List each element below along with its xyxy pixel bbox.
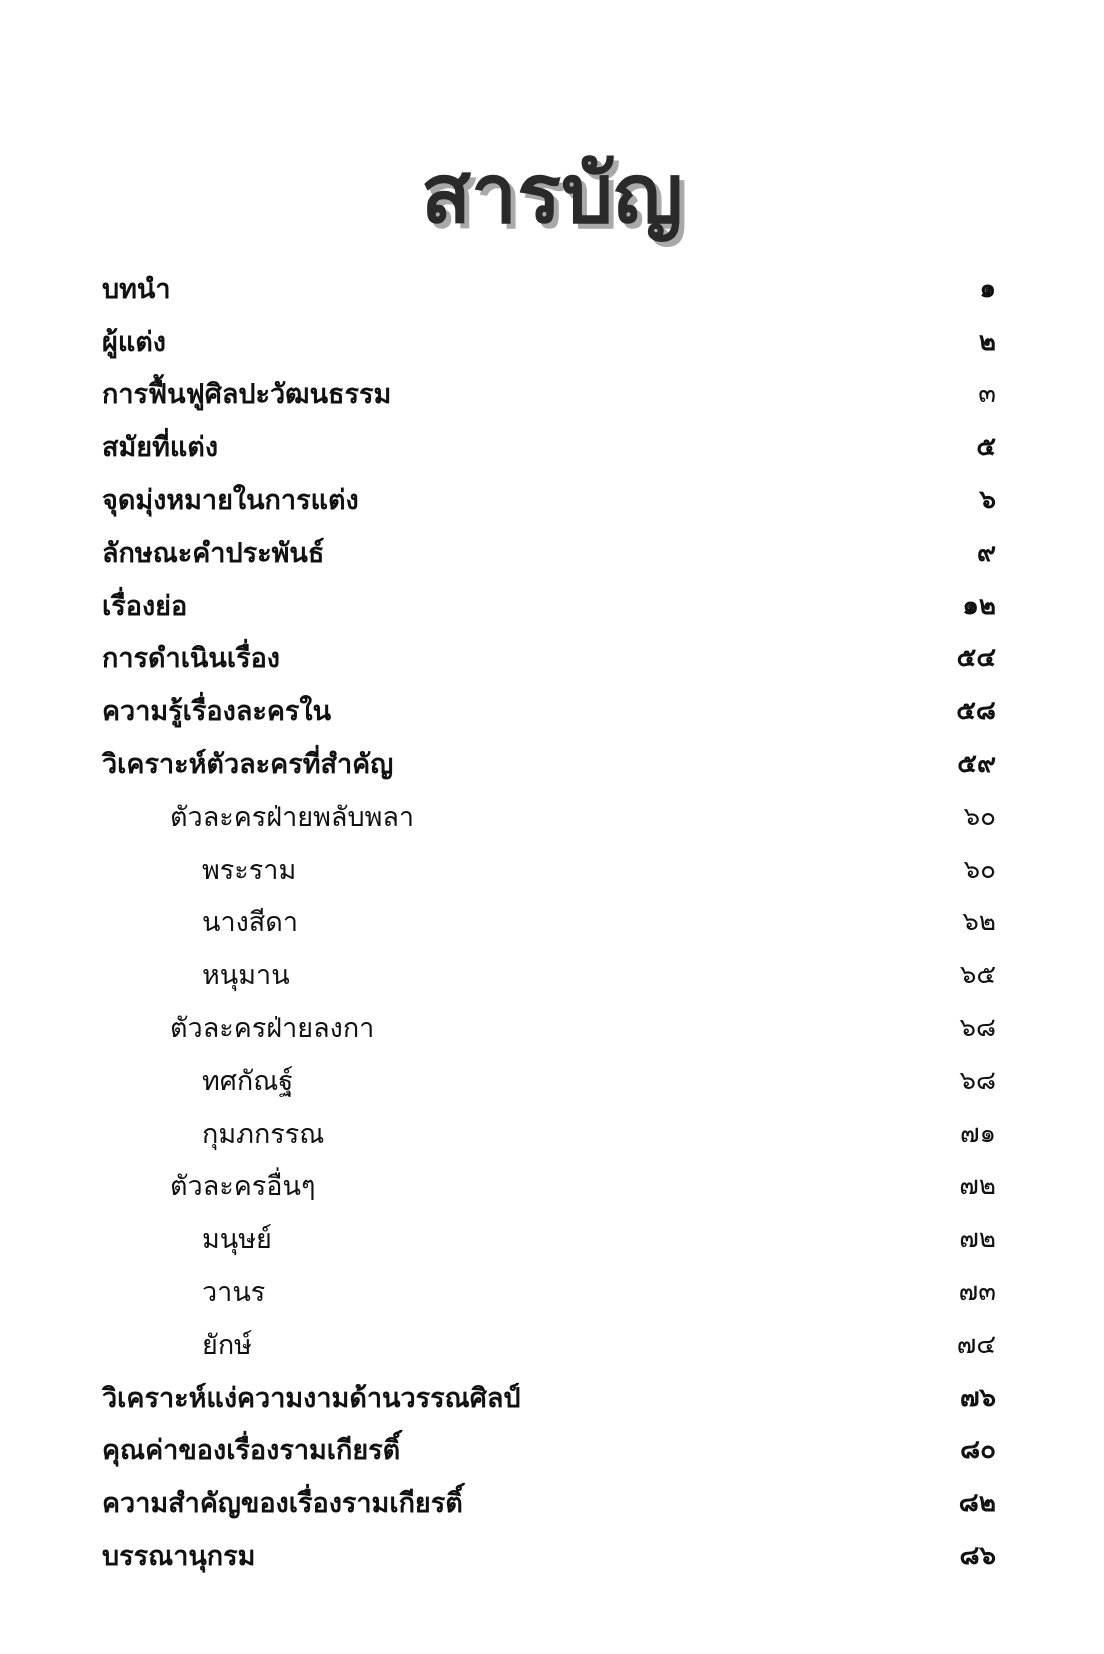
- toc-entry-page: ๗๒: [959, 1171, 996, 1202]
- toc-entry-label: วิเคราะห์ตัวละครที่สำคัญ: [102, 749, 394, 781]
- toc-entry-page: ๖๐: [963, 801, 996, 832]
- toc-entry-label: วานร: [202, 1277, 266, 1309]
- toc-entry-page: ๕๙: [957, 749, 996, 780]
- toc-entry: [0, 1529, 1104, 1582]
- toc-entry-page: ๙: [976, 537, 996, 568]
- toc-entry-page: ๖: [979, 485, 996, 516]
- toc-entry-page: ๗๒: [959, 1224, 996, 1255]
- toc-entry: [0, 526, 1104, 579]
- toc-entry-label: ความสำคัญของเรื่องรามเกียรติ์: [102, 1488, 463, 1520]
- toc-entry-label: การดำเนินเรื่อง: [102, 643, 280, 675]
- toc-entry: [0, 1107, 1104, 1160]
- toc-entry-label: กุมภกรรณ: [202, 1118, 325, 1150]
- toc-entry-page: ๒: [978, 326, 996, 357]
- page-title: สารบัญ: [420, 147, 684, 242]
- toc-entry-page: ๖๒: [962, 907, 996, 938]
- toc-entry-label: คุณค่าของเรื่องรามเกียรติ์: [102, 1435, 401, 1467]
- toc-entry-label: ตัวละครอื่นๆ: [170, 1171, 316, 1203]
- toc-entry: [0, 843, 1104, 896]
- toc-entry-label: จุดมุ่งหมายในการแต่ง: [102, 485, 359, 517]
- toc-entry-label: ความรู้เรื่องละครใน: [102, 696, 332, 728]
- toc-entry-label: ตัวละครฝ่ายลงกา: [170, 1013, 375, 1045]
- toc-entry-page: ๓: [978, 379, 996, 410]
- toc-entry-page: ๕๘: [956, 696, 996, 727]
- toc-entry-page: ๖๕: [959, 960, 996, 991]
- toc-entry-page: ๑๒: [962, 590, 996, 621]
- toc-entry: [0, 1054, 1104, 1107]
- table-of-contents: [0, 262, 1104, 1582]
- toc-entry-page: ๖๘: [959, 1013, 996, 1044]
- toc-entry: [0, 1424, 1104, 1477]
- toc-entry-label: ผู้แต่ง: [102, 326, 166, 358]
- toc-entry: [0, 684, 1104, 737]
- toc-entry: [0, 896, 1104, 949]
- toc-entry: [0, 1001, 1104, 1054]
- toc-entry-label: หนุมาน: [202, 960, 290, 992]
- toc-entry: [0, 1371, 1104, 1424]
- toc-entry-page: ๗๓: [958, 1277, 996, 1308]
- toc-entry-label: ตัวละครฝ่ายพลับพลา: [170, 801, 415, 833]
- toc-entry-page: ๘๖: [959, 1541, 996, 1572]
- toc-entry: [0, 632, 1104, 685]
- toc-entry: [0, 1476, 1104, 1529]
- toc-entry-label: มนุษย์: [202, 1224, 272, 1256]
- toc-entry-page: ๕๔: [956, 643, 996, 674]
- toc-entry: [0, 473, 1104, 526]
- toc-entry-page: ๗๔: [956, 1329, 996, 1360]
- toc-entry: [0, 368, 1104, 421]
- toc-entry: [0, 1265, 1104, 1318]
- toc-entry-label: พระราม: [202, 854, 297, 886]
- toc-entry: [0, 948, 1104, 1001]
- toc-entry-label: ยักษ์: [202, 1329, 252, 1361]
- toc-entry-page: ๖๘: [959, 1065, 996, 1096]
- toc-entry: [0, 1212, 1104, 1265]
- toc-entry-label: สมัยที่แต่ง: [102, 432, 219, 464]
- toc-entry-label: บทนำ: [102, 273, 171, 305]
- toc-entry-page: ๗๖: [959, 1382, 996, 1413]
- toc-entry-page: ๕: [976, 432, 996, 463]
- toc-entry-page: ๗๑: [959, 1118, 996, 1149]
- toc-entry-label: ทศกัณฐ์: [202, 1065, 294, 1097]
- toc-entry: [0, 1318, 1104, 1371]
- toc-entry: [0, 579, 1104, 632]
- toc-entry: [0, 737, 1104, 790]
- toc-entry-label: ลักษณะคำประพันธ์: [102, 537, 325, 569]
- toc-entry-label: วิเคราะห์แง่ความงามด้านวรรณศิลป์: [102, 1382, 521, 1414]
- toc-entry: [0, 790, 1104, 843]
- toc-entry-page: ๖๐: [963, 854, 996, 885]
- toc-entry: [0, 1160, 1104, 1213]
- toc-entry-page: ๘๒: [958, 1488, 996, 1519]
- toc-entry-label: การฟื้นฟูศิลปะวัฒนธรรม: [102, 379, 392, 411]
- toc-entry-label: บรรณานุกรม: [102, 1541, 256, 1573]
- toc-entry: [0, 315, 1104, 368]
- toc-entry: [0, 262, 1104, 315]
- toc-entry-label: เรื่องย่อ: [102, 590, 188, 622]
- toc-entry-page: ๘๐: [960, 1435, 996, 1466]
- toc-entry: [0, 420, 1104, 473]
- toc-entry-page: ๑: [979, 273, 996, 304]
- toc-entry-label: นางสีดา: [202, 907, 298, 939]
